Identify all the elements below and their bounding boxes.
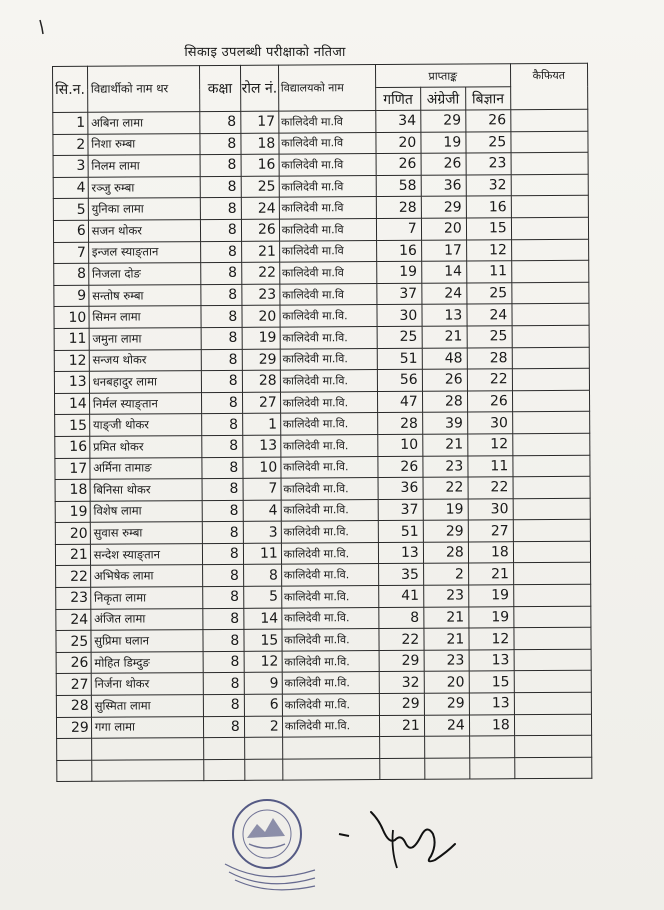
cell-class: 8 xyxy=(201,392,242,414)
cell-school: कालिदेवी मा.वि. xyxy=(282,672,379,694)
cell-math: 16 xyxy=(376,240,421,262)
cell-science: 21 xyxy=(468,563,513,585)
cell-math: 20 xyxy=(376,132,421,154)
cell-science: 16 xyxy=(466,196,511,218)
cell-science: 18 xyxy=(469,714,514,736)
empty-cell xyxy=(57,738,92,760)
cell-roll: 21 xyxy=(241,241,279,263)
cell-remarks xyxy=(513,455,590,477)
cell-class: 8 xyxy=(201,370,242,392)
empty-cell xyxy=(91,738,203,760)
cell-class: 8 xyxy=(200,241,241,263)
cell-remarks xyxy=(514,649,591,671)
cell-sn: 10 xyxy=(54,307,89,329)
cell-sn: 28 xyxy=(56,695,91,717)
cell-school: कालिदेवी मा.वि. xyxy=(280,326,377,348)
cell-school: कालिदेवी मा.वि. xyxy=(282,715,379,737)
cell-name: बिनिसा थोकर xyxy=(90,479,202,501)
cell-english: 48 xyxy=(422,348,467,370)
cell-science: 11 xyxy=(466,261,511,283)
cell-roll: 14 xyxy=(244,608,282,630)
cell-sn: 19 xyxy=(55,501,90,523)
cell-name: प्रमित थोकर xyxy=(90,435,202,457)
cell-name: जमुना लामा xyxy=(89,328,201,350)
cell-school: कालिदेवी मा.वि. xyxy=(280,413,377,435)
cell-english: 39 xyxy=(422,412,467,434)
cell-remarks xyxy=(514,692,591,714)
cell-science: 22 xyxy=(467,369,512,391)
cell-science: 26 xyxy=(467,390,512,412)
cell-science: 25 xyxy=(467,282,512,304)
cell-math: 47 xyxy=(377,391,422,413)
empty-cell xyxy=(282,737,379,759)
cell-school: कालिदेवी मा.वि. xyxy=(280,391,377,413)
cell-remarks xyxy=(513,520,590,542)
cell-school: कालिदेवी मा.वि xyxy=(279,240,376,262)
cell-english: 21 xyxy=(424,607,469,629)
cell-roll: 3 xyxy=(243,521,281,543)
cell-roll: 18 xyxy=(241,133,279,155)
cell-english: 22 xyxy=(423,477,468,499)
empty-cell xyxy=(204,759,245,781)
cell-remarks xyxy=(512,304,589,326)
cell-roll: 11 xyxy=(243,543,281,565)
cell-sn: 23 xyxy=(56,587,91,609)
cell-remarks xyxy=(511,152,588,174)
cell-remarks xyxy=(512,368,589,390)
cell-class: 8 xyxy=(203,694,244,716)
cell-school: कालिदेवी मा.वि. xyxy=(282,650,379,672)
cell-science: 30 xyxy=(467,412,512,434)
cell-name: रञ्जु रुम्बा xyxy=(88,176,200,198)
cell-math: 58 xyxy=(376,175,421,197)
cell-class: 8 xyxy=(201,284,242,306)
empty-cell xyxy=(469,758,514,780)
cell-class: 8 xyxy=(201,327,242,349)
cell-name: अंजित लामा xyxy=(91,608,203,630)
cell-roll: 17 xyxy=(241,111,279,133)
pen-mark xyxy=(38,18,46,36)
cell-school: कालिदेवी मा.वि. xyxy=(280,305,377,327)
cell-science: 15 xyxy=(469,671,514,693)
cell-class: 8 xyxy=(202,478,243,500)
cell-math: 37 xyxy=(378,499,423,521)
cell-school: कालिदेवी मा.वि. xyxy=(281,542,378,564)
cell-name: सन्देश स्याङ्तान xyxy=(90,543,202,565)
cell-class: 8 xyxy=(202,457,243,479)
cell-name: धनबहादुर लामा xyxy=(89,371,201,393)
cell-roll: 15 xyxy=(244,629,282,651)
empty-cell xyxy=(514,757,591,779)
cell-science: 15 xyxy=(466,218,511,240)
cell-name: गगा लामा xyxy=(91,716,203,738)
empty-cell xyxy=(469,736,514,758)
cell-name: विशेष लामा xyxy=(90,500,202,522)
cell-roll: 22 xyxy=(241,262,279,284)
cell-sn: 11 xyxy=(54,328,89,350)
cell-remarks xyxy=(512,282,589,304)
cell-roll: 6 xyxy=(244,694,282,716)
cell-sn: 12 xyxy=(54,350,89,372)
cell-roll: 12 xyxy=(244,651,282,673)
results-table xyxy=(52,63,592,783)
cell-roll: 9 xyxy=(244,673,282,695)
cell-remarks xyxy=(512,412,589,434)
cell-math: 28 xyxy=(377,413,422,435)
cell-name: निर्मल स्याङ्तान xyxy=(89,392,201,414)
results-body xyxy=(53,109,592,782)
cell-class: 8 xyxy=(200,198,241,220)
cell-english: 28 xyxy=(422,391,467,413)
empty-row xyxy=(57,757,592,782)
cell-remarks xyxy=(514,714,591,736)
cell-sn: 3 xyxy=(53,155,88,177)
cell-sn: 5 xyxy=(53,199,88,221)
empty-cell xyxy=(425,758,470,780)
cell-school: कालिदेवी मा.वि xyxy=(279,218,376,240)
cell-name: अबिना लामा xyxy=(88,112,200,134)
cell-sn: 27 xyxy=(56,674,91,696)
cell-school: कालिदेवी मा.वि xyxy=(279,262,376,284)
header-english: अंग्रेजी xyxy=(420,87,465,110)
cell-name: निकृता लामा xyxy=(90,587,202,609)
cell-school: कालिदेवी मा.वि xyxy=(279,197,376,219)
cell-remarks xyxy=(511,217,588,239)
cell-remarks xyxy=(511,109,588,131)
cell-school: कालिदेवी मा.वि. xyxy=(280,348,377,370)
cell-roll: 29 xyxy=(242,349,280,371)
cell-roll: 13 xyxy=(243,435,281,457)
cell-sn: 2 xyxy=(53,134,88,156)
cell-school: कालिदेवी मा.वि. xyxy=(281,478,378,500)
cell-science: 19 xyxy=(468,585,513,607)
cell-sn: 26 xyxy=(56,652,91,674)
cell-name: निशा रुम्बा xyxy=(88,133,200,155)
cell-english: 36 xyxy=(421,175,466,197)
cell-remarks xyxy=(513,433,590,455)
cell-name: सन्तोष रुम्बा xyxy=(89,284,201,306)
cell-roll: 26 xyxy=(241,219,279,241)
cell-class: 8 xyxy=(203,673,244,695)
cell-class: 8 xyxy=(202,435,243,457)
cell-math: 22 xyxy=(379,628,424,650)
cell-roll: 25 xyxy=(241,176,279,198)
empty-cell xyxy=(92,759,204,781)
cell-remarks xyxy=(512,390,589,412)
header-math: गणित xyxy=(375,87,420,110)
empty-cell xyxy=(379,736,424,758)
cell-remarks xyxy=(512,325,589,347)
cell-science: 32 xyxy=(466,174,511,196)
cell-sn: 13 xyxy=(54,371,89,393)
cell-math: 7 xyxy=(376,218,421,240)
header-name: विद्यार्थीको नाम थर xyxy=(87,66,199,113)
cell-science: 23 xyxy=(466,153,511,175)
cell-name: निर्जना थोकर xyxy=(91,673,203,695)
cell-remarks xyxy=(512,347,589,369)
cell-english: 19 xyxy=(423,499,468,521)
cell-class: 8 xyxy=(202,565,243,587)
cell-english: 21 xyxy=(424,628,469,650)
cell-sn: 14 xyxy=(54,393,89,415)
cell-roll: 20 xyxy=(242,305,280,327)
cell-name: निजला दोङ xyxy=(88,263,200,285)
cell-math: 51 xyxy=(377,348,422,370)
header-remarks: कैफियत xyxy=(510,63,587,109)
cell-name: इन्जल स्याङ्तान xyxy=(88,241,200,263)
cell-english: 23 xyxy=(424,650,469,672)
cell-sn: 9 xyxy=(54,285,89,307)
cell-english: 29 xyxy=(421,110,466,132)
cell-english: 19 xyxy=(421,132,466,154)
cell-science: 18 xyxy=(468,542,513,564)
cell-sn: 4 xyxy=(53,177,88,199)
cell-english: 26 xyxy=(421,153,466,175)
cell-science: 24 xyxy=(467,304,512,326)
cell-english: 23 xyxy=(423,455,468,477)
cell-science: 11 xyxy=(468,455,513,477)
cell-roll: 10 xyxy=(243,457,281,479)
cell-math: 25 xyxy=(377,326,422,348)
cell-science: 12 xyxy=(468,434,513,456)
document-title: सिकाइ उपलब्धी परीक्षाको नतिजा xyxy=(184,45,346,60)
header-roll: रोल नं. xyxy=(240,65,278,111)
cell-class: 8 xyxy=(201,306,242,328)
header-marks-group: प्राप्ताङ्क xyxy=(375,64,510,88)
cell-class: 8 xyxy=(201,349,242,371)
cell-sn: 17 xyxy=(55,458,90,480)
cell-class: 8 xyxy=(201,414,242,436)
header-sn: सि.न. xyxy=(53,66,88,112)
cell-roll: 27 xyxy=(242,392,280,414)
cell-name: सजन थोकर xyxy=(88,220,200,242)
cell-roll: 28 xyxy=(242,370,280,392)
signature xyxy=(335,800,465,880)
cell-roll: 2 xyxy=(244,716,282,738)
cell-school: कालिदेवी मा.वि. xyxy=(282,607,379,629)
cell-class: 8 xyxy=(200,111,241,133)
cell-name: सन्जय थोकर xyxy=(89,349,201,371)
empty-cell xyxy=(57,760,92,782)
cell-science: 13 xyxy=(469,650,514,672)
cell-math: 29 xyxy=(379,693,424,715)
cell-math: 37 xyxy=(377,283,422,305)
cell-class: 8 xyxy=(200,176,241,198)
cell-name: अभिषेक लामा xyxy=(90,565,202,587)
cell-sn: 21 xyxy=(55,544,90,566)
cell-math: 21 xyxy=(379,715,424,737)
cell-name: सुस्मिता लामा xyxy=(91,695,203,717)
cell-school: कालिदेवी मा.वि xyxy=(279,175,376,197)
cell-roll: 19 xyxy=(242,327,280,349)
cell-math: 26 xyxy=(378,456,423,478)
cell-remarks xyxy=(511,174,588,196)
cell-roll: 4 xyxy=(243,500,281,522)
cell-science: 12 xyxy=(466,239,511,261)
cell-remarks xyxy=(514,606,591,628)
cell-english: 17 xyxy=(421,240,466,262)
cell-science: 26 xyxy=(466,110,511,132)
cell-class: 8 xyxy=(203,608,244,630)
cell-science: 22 xyxy=(468,477,513,499)
cell-math: 34 xyxy=(376,110,421,132)
cell-school: कालिदेवी मा.वि xyxy=(280,283,377,305)
cell-science: 12 xyxy=(469,628,514,650)
cell-school: कालिदेवी मा.वि xyxy=(279,111,376,133)
empty-cell xyxy=(424,736,469,758)
cell-remarks xyxy=(513,584,590,606)
cell-math: 41 xyxy=(378,585,423,607)
cell-math: 32 xyxy=(379,672,424,694)
cell-class: 8 xyxy=(203,651,244,673)
cell-name: मोहित डिम्दुङ xyxy=(91,651,203,673)
cell-school: कालिदेवी मा.वि. xyxy=(280,370,377,392)
cell-name: सिमन लामा xyxy=(89,306,201,328)
cell-science: 25 xyxy=(467,326,512,348)
cell-sn: 7 xyxy=(54,242,89,264)
cell-roll: 5 xyxy=(243,586,281,608)
cell-math: 36 xyxy=(378,477,423,499)
cell-school: कालिदेवी मा.वि xyxy=(279,154,376,176)
cell-class: 8 xyxy=(203,630,244,652)
cell-name: सुवास रुम्बा xyxy=(90,522,202,544)
cell-school: कालिदेवी मा.वि. xyxy=(282,629,379,651)
cell-english: 28 xyxy=(423,542,468,564)
cell-remarks xyxy=(511,196,588,218)
cell-roll: 1 xyxy=(242,413,280,435)
cell-english: 13 xyxy=(422,304,467,326)
empty-cell xyxy=(203,738,244,760)
cell-school: कालिदेवी मा.वि xyxy=(279,132,376,154)
cell-name: निलम लामा xyxy=(88,155,200,177)
cell-remarks xyxy=(511,239,588,261)
cell-science: 27 xyxy=(468,520,513,542)
cell-math: 19 xyxy=(376,261,421,283)
cell-roll: 7 xyxy=(243,478,281,500)
cell-english: 24 xyxy=(424,715,469,737)
cell-math: 29 xyxy=(379,650,424,672)
cell-remarks xyxy=(511,260,588,282)
cell-class: 8 xyxy=(200,133,241,155)
cell-roll: 24 xyxy=(241,197,279,219)
empty-cell xyxy=(514,735,591,757)
cell-english: 24 xyxy=(422,283,467,305)
cell-sn: 15 xyxy=(55,415,90,437)
cell-english: 2 xyxy=(423,563,468,585)
cell-sn: 18 xyxy=(55,479,90,501)
empty-cell xyxy=(283,758,380,780)
cell-english: 14 xyxy=(421,261,466,283)
cell-math: 30 xyxy=(377,305,422,327)
empty-cell xyxy=(244,737,282,759)
cell-remarks xyxy=(511,131,588,153)
cell-roll: 23 xyxy=(242,284,280,306)
cell-class: 8 xyxy=(202,586,243,608)
cell-english: 26 xyxy=(422,369,467,391)
cell-remarks xyxy=(513,563,590,585)
cell-school: कालिदेवी मा.वि. xyxy=(281,499,378,521)
cell-science: 25 xyxy=(466,131,511,153)
cell-math: 8 xyxy=(379,607,424,629)
cell-remarks xyxy=(513,541,590,563)
cell-class: 8 xyxy=(200,155,241,177)
cell-math: 28 xyxy=(376,197,421,219)
cell-math: 51 xyxy=(378,521,423,543)
cell-sn: 25 xyxy=(56,631,91,653)
cell-science: 30 xyxy=(468,498,513,520)
cell-english: 29 xyxy=(421,196,466,218)
cell-name: अर्मिना तामाङ xyxy=(90,457,202,479)
header-science: बिज्ञान xyxy=(465,87,510,110)
cell-science: 19 xyxy=(469,606,514,628)
cell-math: 35 xyxy=(378,564,423,586)
cell-english: 29 xyxy=(423,520,468,542)
header-school: विद्यालयको नाम xyxy=(278,65,375,112)
cell-english: 29 xyxy=(424,693,469,715)
cell-roll: 8 xyxy=(243,565,281,587)
cell-english: 21 xyxy=(422,326,467,348)
empty-cell xyxy=(380,758,425,780)
cell-class: 8 xyxy=(203,716,244,738)
cell-math: 10 xyxy=(378,434,423,456)
cell-math: 26 xyxy=(376,153,421,175)
cell-science: 28 xyxy=(467,347,512,369)
cell-sn: 20 xyxy=(55,523,90,545)
cell-english: 20 xyxy=(424,671,469,693)
cell-sn: 22 xyxy=(56,566,91,588)
cell-class: 8 xyxy=(200,263,241,285)
cell-name: युनिका लामा xyxy=(88,198,200,220)
cell-sn: 24 xyxy=(56,609,91,631)
cell-school: कालिदेवी मा.वि. xyxy=(281,586,378,608)
cell-class: 8 xyxy=(202,500,243,522)
cell-roll: 16 xyxy=(241,154,279,176)
cell-science: 13 xyxy=(469,693,514,715)
cell-english: 23 xyxy=(423,585,468,607)
cell-sn: 29 xyxy=(56,717,91,739)
cell-class: 8 xyxy=(200,219,241,241)
cell-remarks xyxy=(513,498,590,520)
cell-school: कालिदेवी मा.वि. xyxy=(282,694,379,716)
cell-english: 21 xyxy=(423,434,468,456)
header-class: कक्षा xyxy=(199,65,240,111)
cell-math: 13 xyxy=(378,542,423,564)
cell-remarks xyxy=(514,627,591,649)
cell-sn: 1 xyxy=(53,112,88,134)
cell-name: याङ्जी थोकर xyxy=(89,414,201,436)
cell-school: कालिदेवी मा.वि. xyxy=(281,434,378,456)
cell-class: 8 xyxy=(202,522,243,544)
empty-cell xyxy=(245,759,283,781)
cell-sn: 16 xyxy=(55,436,90,458)
cell-sn: 8 xyxy=(54,263,89,285)
cell-english: 20 xyxy=(421,218,466,240)
cell-school: कालिदेवी मा.वि. xyxy=(281,521,378,543)
cell-sn: 6 xyxy=(53,220,88,242)
office-stamp xyxy=(215,792,325,892)
cell-remarks xyxy=(513,476,590,498)
cell-remarks xyxy=(514,671,591,693)
cell-class: 8 xyxy=(202,543,243,565)
cell-name: सुप्रिमा घलान xyxy=(91,630,203,652)
cell-math: 56 xyxy=(377,369,422,391)
cell-school: कालिदेवी मा.वि. xyxy=(281,456,378,478)
cell-school: कालिदेवी मा.वि. xyxy=(281,564,378,586)
